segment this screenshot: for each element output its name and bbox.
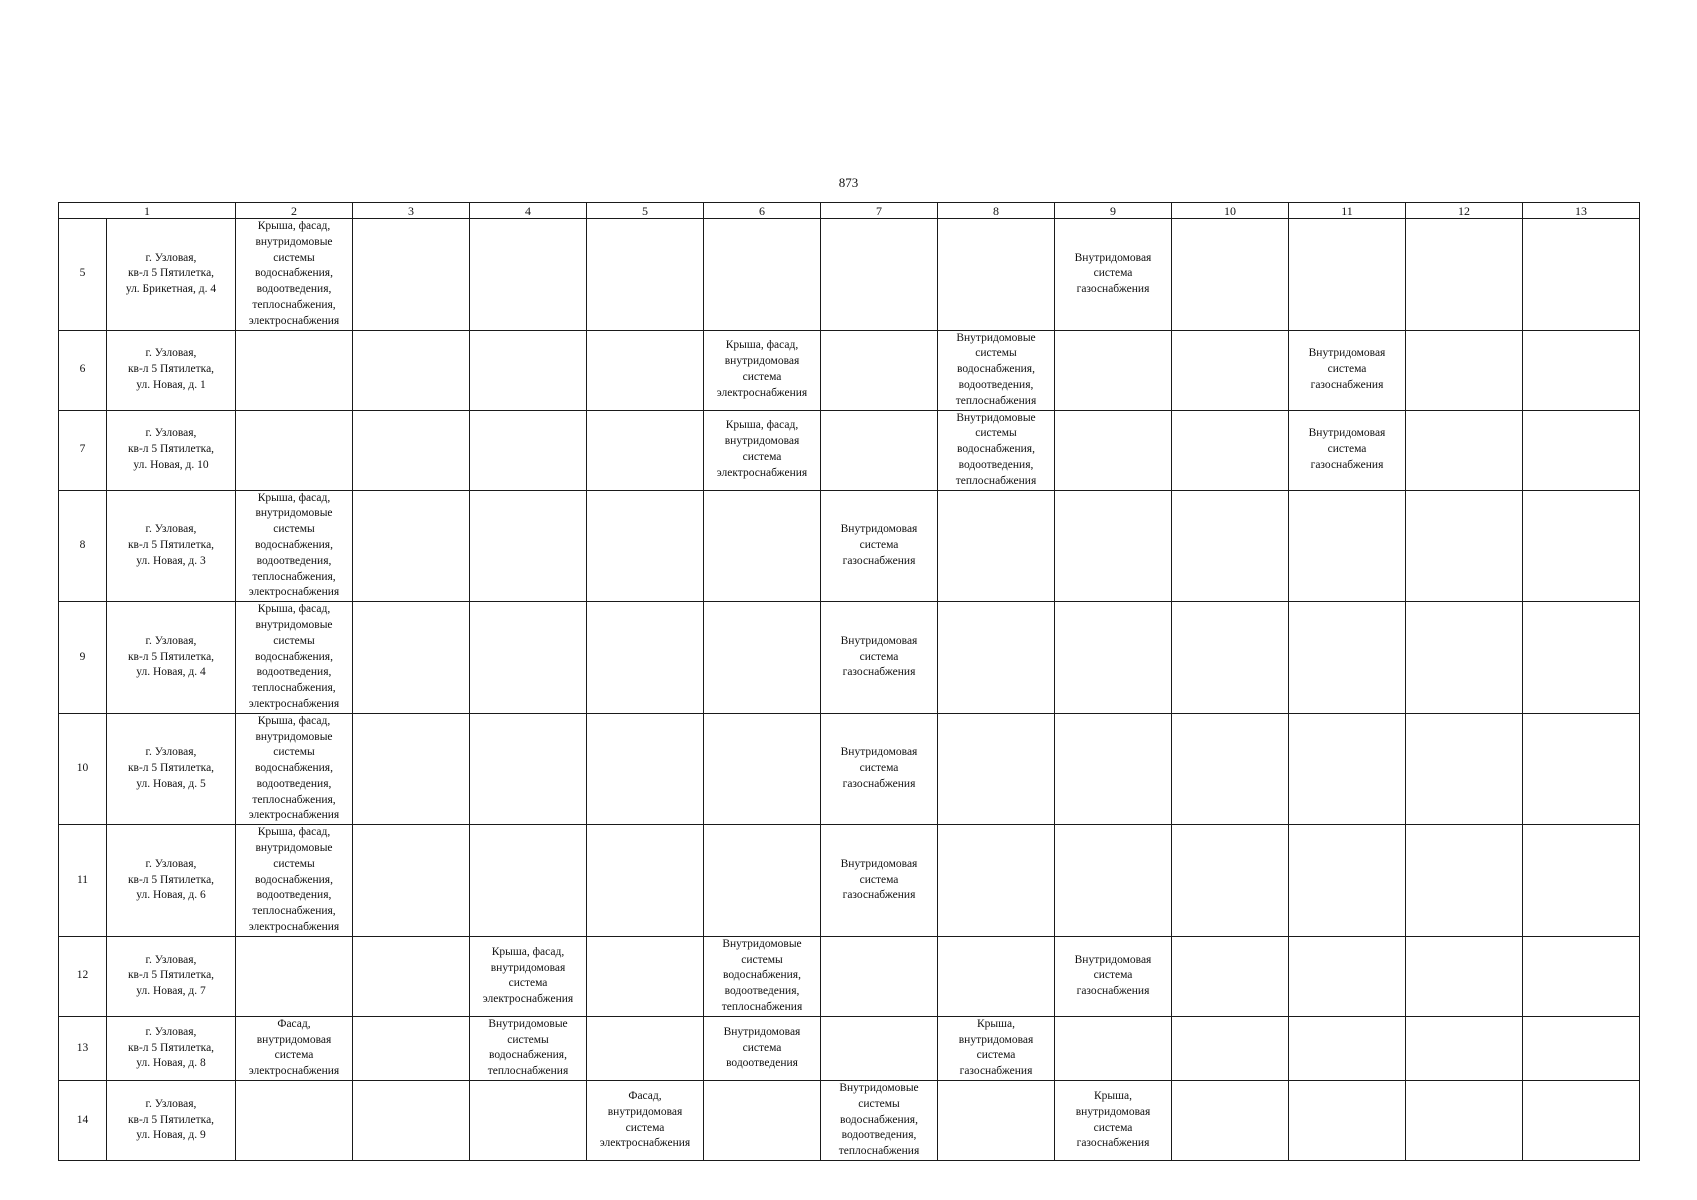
work-text: Внутридомовые системы водоснабжения, водоотведения, теплоснабжения bbox=[838, 1082, 920, 1158]
work-cell bbox=[1523, 330, 1640, 410]
work-cell bbox=[704, 825, 821, 937]
work-cell bbox=[1289, 1081, 1406, 1161]
work-cell bbox=[1289, 219, 1406, 331]
work-cell bbox=[1055, 410, 1172, 490]
work-cell bbox=[1289, 490, 1406, 602]
work-cell bbox=[236, 219, 353, 331]
work-cell bbox=[1172, 490, 1289, 602]
column-header: 8 bbox=[938, 203, 1055, 219]
work-cell bbox=[1406, 490, 1523, 602]
table-row bbox=[59, 490, 1640, 602]
work-text: Внутридомовая система газоснабжения bbox=[1308, 347, 1386, 391]
work-cell bbox=[1523, 825, 1640, 937]
work-cell bbox=[1523, 936, 1640, 1016]
work-cell bbox=[1523, 219, 1640, 331]
row-number: 7 bbox=[59, 410, 107, 490]
work-text: Крыша, фасад, внутридомовые системы водоснабжения, водоотведения, теплоснабжения, электроснабжения bbox=[248, 603, 340, 710]
work-text: Внутридомовая система газоснабжения bbox=[840, 634, 918, 679]
work-cell bbox=[938, 1016, 1055, 1080]
work-cell bbox=[1172, 713, 1289, 825]
work-text: Крыша, фасад, внутридомовые системы водоснабжения, водоотведения, теплоснабжения, электроснабжения bbox=[248, 826, 340, 934]
work-text: Крыша, фасад, внутридомовая система электроснабжения bbox=[716, 419, 808, 479]
work-cell bbox=[1289, 825, 1406, 937]
work-cell bbox=[821, 410, 938, 490]
work-cell bbox=[938, 330, 1055, 410]
work-cell bbox=[704, 330, 821, 410]
work-cell bbox=[1055, 936, 1172, 1016]
work-cell bbox=[353, 330, 470, 410]
work-cell bbox=[704, 936, 821, 1016]
work-cell bbox=[821, 219, 938, 331]
address-text: г. Узловая, кв-л 5 Пятилетка, ул. Новая, д. 4 bbox=[127, 634, 215, 679]
work-cell bbox=[821, 490, 938, 602]
address-cell bbox=[107, 490, 236, 602]
work-cell bbox=[470, 490, 587, 602]
work-cell bbox=[1523, 713, 1640, 825]
work-cell bbox=[587, 1016, 704, 1080]
work-cell bbox=[821, 1016, 938, 1080]
table-row bbox=[59, 330, 1640, 410]
column-header: 3 bbox=[353, 203, 470, 219]
work-text: Фасад, внутридомовая система электроснабжения bbox=[599, 1089, 691, 1150]
work-text: Внутридомовая система газоснабжения bbox=[840, 746, 918, 790]
work-cell bbox=[1172, 1016, 1289, 1080]
work-cell bbox=[1055, 1081, 1172, 1161]
work-cell bbox=[470, 1081, 587, 1161]
work-text: Фасад, внутридомовая система электроснабжения bbox=[248, 1017, 340, 1078]
work-cell bbox=[1172, 1081, 1289, 1161]
work-cell bbox=[470, 713, 587, 825]
work-cell bbox=[1172, 219, 1289, 331]
work-cell bbox=[353, 219, 470, 331]
table-row bbox=[59, 936, 1640, 1016]
address-cell bbox=[107, 713, 236, 825]
work-text: Внутридомовая система газоснабжения bbox=[840, 857, 918, 902]
work-cell bbox=[236, 410, 353, 490]
work-cell bbox=[1172, 936, 1289, 1016]
column-header: 13 bbox=[1523, 203, 1640, 219]
row-number: 8 bbox=[59, 490, 107, 602]
address-cell bbox=[107, 1081, 236, 1161]
row-number: 13 bbox=[59, 1016, 107, 1080]
work-cell bbox=[938, 825, 1055, 937]
work-cell bbox=[587, 602, 704, 714]
work-cell bbox=[938, 1081, 1055, 1161]
work-cell bbox=[353, 936, 470, 1016]
page-number: 873 bbox=[838, 175, 859, 190]
work-cell bbox=[470, 330, 587, 410]
row-number: 12 bbox=[59, 936, 107, 1016]
work-cell bbox=[821, 936, 938, 1016]
work-text: Внутридомовая система газоснабжения bbox=[1308, 427, 1386, 471]
work-cell bbox=[704, 1016, 821, 1080]
work-cell bbox=[1406, 936, 1523, 1016]
work-cell bbox=[236, 713, 353, 825]
work-cell bbox=[236, 602, 353, 714]
work-cell bbox=[353, 602, 470, 714]
work-cell bbox=[353, 490, 470, 602]
work-cell bbox=[236, 1081, 353, 1161]
work-cell bbox=[470, 219, 587, 331]
work-cell bbox=[1289, 602, 1406, 714]
work-cell bbox=[938, 490, 1055, 602]
work-cell bbox=[587, 825, 704, 937]
column-header: 2 bbox=[236, 203, 353, 219]
address-text: г. Узловая, кв-л 5 Пятилетка, ул. Новая, д. 7 bbox=[127, 953, 215, 998]
work-cell bbox=[1172, 330, 1289, 410]
work-text: Крыша, внутридомовая система газоснабжения bbox=[1075, 1089, 1151, 1150]
address-text: г. Узловая, кв-л 5 Пятилетка, ул. Новая, д. 3 bbox=[127, 523, 215, 567]
table-row bbox=[59, 1016, 1640, 1080]
work-cell bbox=[704, 490, 821, 602]
work-text: Крыша, фасад, внутридомовые системы водоснабжения, водоотведения, теплоснабжения, электроснабжения bbox=[248, 491, 340, 599]
header-row bbox=[59, 203, 1640, 219]
work-cell bbox=[236, 1016, 353, 1080]
work-cell bbox=[587, 410, 704, 490]
work-cell bbox=[236, 330, 353, 410]
address-cell bbox=[107, 1016, 236, 1080]
work-text: Крыша, фасад, внутридомовые системы водоснабжения, водоотведения, теплоснабжения, электроснабжения bbox=[248, 714, 340, 822]
table-row bbox=[59, 825, 1640, 937]
work-cell bbox=[1406, 1016, 1523, 1080]
work-cell bbox=[821, 602, 938, 714]
work-cell bbox=[470, 1016, 587, 1080]
row-number: 5 bbox=[59, 219, 107, 331]
work-text: Внутридомовые системы водоснабжения, водоотведения, теплоснабжения bbox=[721, 937, 803, 1014]
address-cell bbox=[107, 330, 236, 410]
work-cell bbox=[1055, 330, 1172, 410]
row-number: 9 bbox=[59, 602, 107, 714]
work-cell bbox=[1523, 490, 1640, 602]
work-cell bbox=[704, 219, 821, 331]
work-cell bbox=[1055, 490, 1172, 602]
work-cell bbox=[1406, 1081, 1523, 1161]
work-cell bbox=[587, 490, 704, 602]
table-row bbox=[59, 410, 1640, 490]
work-cell bbox=[236, 825, 353, 937]
work-cell bbox=[1289, 330, 1406, 410]
work-cell bbox=[1055, 602, 1172, 714]
address-cell bbox=[107, 602, 236, 714]
work-cell bbox=[704, 713, 821, 825]
address-text: г. Узловая, кв-л 5 Пятилетка, ул. Новая, д. 6 bbox=[127, 857, 215, 902]
work-cell bbox=[1289, 936, 1406, 1016]
work-cell bbox=[587, 713, 704, 825]
work-text: Внутридомовые системы водоснабжения, теплоснабжения bbox=[487, 1017, 569, 1078]
work-cell bbox=[1055, 825, 1172, 937]
work-cell bbox=[353, 713, 470, 825]
work-cell bbox=[704, 410, 821, 490]
work-cell bbox=[704, 602, 821, 714]
column-header: 1 bbox=[59, 203, 236, 219]
address-text: г. Узловая, кв-л 5 Пятилетка, ул. Брикетная, д. 4 bbox=[125, 251, 217, 296]
column-header: 9 bbox=[1055, 203, 1172, 219]
address-cell bbox=[107, 219, 236, 331]
work-cell bbox=[938, 410, 1055, 490]
work-cell bbox=[1406, 825, 1523, 937]
address-cell bbox=[107, 936, 236, 1016]
work-text: Внутридомовые системы водоснабжения, водоотведения, теплоснабжения bbox=[955, 411, 1037, 487]
work-cell bbox=[1055, 713, 1172, 825]
work-cell bbox=[236, 490, 353, 602]
work-cell bbox=[938, 602, 1055, 714]
work-cell bbox=[470, 410, 587, 490]
work-cell bbox=[1172, 825, 1289, 937]
work-cell bbox=[353, 1016, 470, 1080]
work-cell bbox=[1289, 410, 1406, 490]
work-cell bbox=[1289, 1016, 1406, 1080]
column-header: 12 bbox=[1406, 203, 1523, 219]
work-cell bbox=[821, 330, 938, 410]
table-row bbox=[59, 602, 1640, 714]
work-cell bbox=[938, 936, 1055, 1016]
work-text: Внутридомовые системы водоснабжения, водоотведения, теплоснабжения bbox=[955, 331, 1037, 407]
address-cell bbox=[107, 410, 236, 490]
row-number: 14 bbox=[59, 1081, 107, 1161]
work-cell bbox=[587, 936, 704, 1016]
work-cell bbox=[938, 219, 1055, 331]
column-header: 11 bbox=[1289, 203, 1406, 219]
column-header: 6 bbox=[704, 203, 821, 219]
row-number: 6 bbox=[59, 330, 107, 410]
work-cell bbox=[1055, 219, 1172, 331]
row-number: 10 bbox=[59, 713, 107, 825]
work-text: Внутридомовая система газоснабжения bbox=[1074, 953, 1152, 998]
work-cell bbox=[1406, 602, 1523, 714]
work-cell bbox=[1523, 1081, 1640, 1161]
work-cell bbox=[1055, 1016, 1172, 1080]
work-text: Крыша, внутридомовая система газоснабжения bbox=[958, 1017, 1034, 1078]
address-text: г. Узловая, кв-л 5 Пятилетка, ул. Новая, д. 8 bbox=[127, 1025, 215, 1070]
table-row bbox=[59, 713, 1640, 825]
work-cell bbox=[587, 330, 704, 410]
work-cell bbox=[470, 825, 587, 937]
work-cell bbox=[821, 1081, 938, 1161]
work-cell bbox=[353, 825, 470, 937]
work-cell bbox=[353, 1081, 470, 1161]
work-text: Внутридомовая система газоснабжения bbox=[1074, 251, 1152, 296]
table-row bbox=[59, 219, 1640, 331]
row-number: 11 bbox=[59, 825, 107, 937]
address-cell bbox=[107, 825, 236, 937]
work-cell bbox=[1406, 330, 1523, 410]
table-body bbox=[59, 219, 1640, 1161]
work-cell bbox=[1406, 219, 1523, 331]
work-text: Крыша, фасад, внутридомовая система электроснабжения bbox=[716, 339, 808, 399]
work-cell bbox=[470, 936, 587, 1016]
column-header: 10 bbox=[1172, 203, 1289, 219]
address-text: г. Узловая, кв-л 5 Пятилетка, ул. Новая, д. 5 bbox=[127, 746, 215, 790]
work-cell bbox=[1406, 410, 1523, 490]
column-header: 5 bbox=[587, 203, 704, 219]
work-cell bbox=[1523, 602, 1640, 714]
work-cell bbox=[1172, 602, 1289, 714]
column-header: 7 bbox=[821, 203, 938, 219]
work-cell bbox=[1523, 410, 1640, 490]
work-text: Крыша, фасад, внутридомовая система электроснабжения bbox=[482, 945, 574, 1006]
repair-schedule-table bbox=[58, 202, 1640, 1161]
address-text: г. Узловая, кв-л 5 Пятилетка, ул. Новая, д. 1 bbox=[127, 347, 215, 391]
work-cell bbox=[704, 1081, 821, 1161]
work-cell bbox=[353, 410, 470, 490]
work-text: Внутридомовая система водоотведения bbox=[723, 1025, 801, 1070]
work-text: Внутридомовая система газоснабжения bbox=[840, 523, 918, 567]
work-cell bbox=[1406, 713, 1523, 825]
work-cell bbox=[236, 936, 353, 1016]
work-cell bbox=[938, 713, 1055, 825]
address-text: г. Узловая, кв-л 5 Пятилетка, ул. Новая, д. 10 bbox=[127, 427, 215, 471]
table-row bbox=[59, 1081, 1640, 1161]
work-text: Крыша, фасад, внутридомовые системы водоснабжения, водоотведения, теплоснабжения, электроснабжения bbox=[248, 220, 340, 327]
work-cell bbox=[587, 1081, 704, 1161]
work-cell bbox=[1172, 410, 1289, 490]
work-cell bbox=[821, 713, 938, 825]
work-cell bbox=[821, 825, 938, 937]
work-cell bbox=[1523, 1016, 1640, 1080]
work-cell bbox=[1289, 713, 1406, 825]
work-cell bbox=[470, 602, 587, 714]
work-cell bbox=[587, 219, 704, 331]
column-header: 4 bbox=[470, 203, 587, 219]
address-text: г. Узловая, кв-л 5 Пятилетка, ул. Новая, д. 9 bbox=[127, 1097, 215, 1142]
